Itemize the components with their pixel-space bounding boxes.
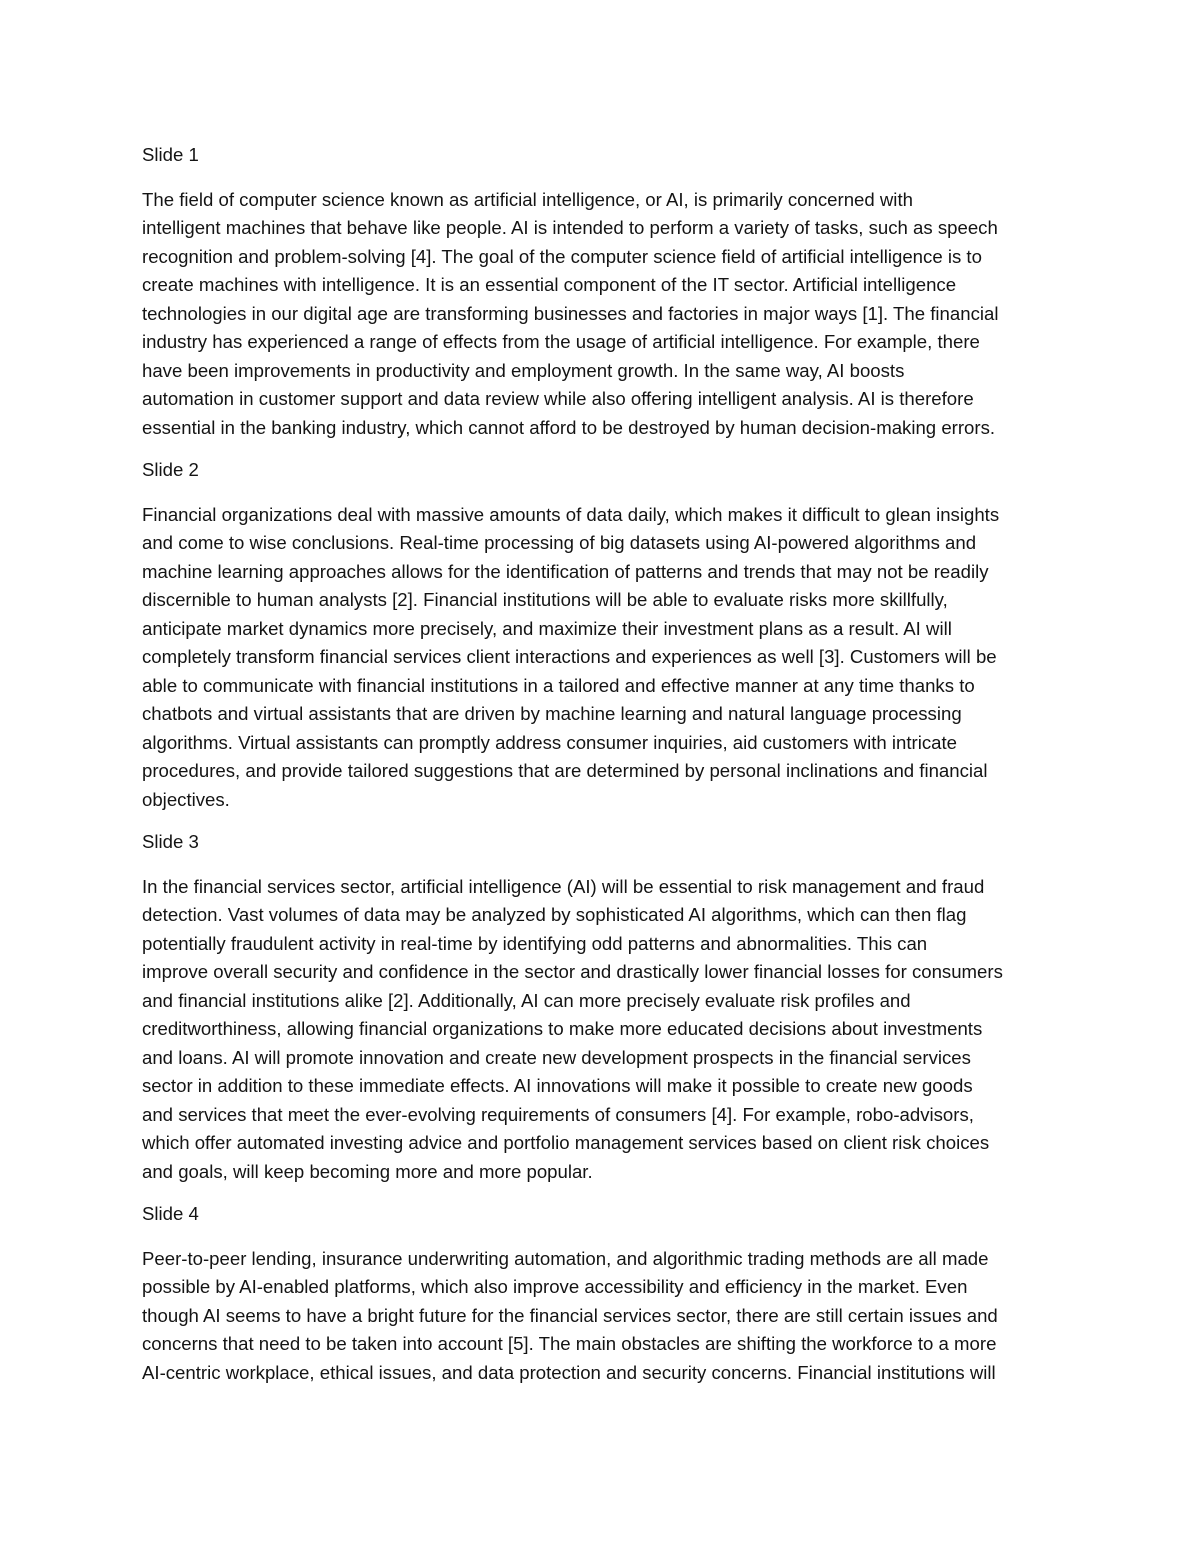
text-line: and come to wise conclusions. Real-time processing of big datasets using AI-powered algorithms and bbox=[142, 532, 977, 553]
text-line: sector in addition to these immediate effects. AI innovations will make it possible to create new goods bbox=[142, 1075, 973, 1096]
text-line: anticipate market dynamics more precisely, and maximize their investment plans as a result. AI will bbox=[142, 617, 952, 639]
text-line: AI-centric workplace, ethical issues, and data protection and security concerns. Financial institutions will bbox=[142, 1361, 996, 1383]
slide-2-section bbox=[142, 456, 1060, 814]
text-line: create machines with intelligence. It is an essential component of the IT sector. Artificial intelligence bbox=[142, 274, 957, 295]
text-line: machine learning approaches allows for the identification of patterns and trends that may not be readily bbox=[142, 560, 989, 582]
text-line: In the financial services sector, artificial intelligence (AI) will be essential to risk management and fraud bbox=[142, 875, 985, 897]
text-line: automation in customer support and data review while also offering intelligent analysis. AI is therefore bbox=[142, 388, 974, 409]
text-line: which offer automated investing advice and portfolio management services based on client risk choices bbox=[142, 1132, 990, 1153]
text-line: detection. Vast volumes of data may be analyzed by sophisticated AI algorithms, which can then flag bbox=[142, 904, 967, 925]
slide-2-paragraph bbox=[142, 501, 1060, 815]
slide-1-paragraph bbox=[142, 186, 1060, 443]
text-line: improve overall security and confidence in the sector and drastically lower financial losses for consumers bbox=[142, 961, 1003, 982]
text-line: recognition and problem-solving [4]. The goal of the computer science field of artificial intelligence is to bbox=[142, 245, 982, 267]
slide-3-heading: Slide 3 bbox=[142, 831, 199, 852]
text-line: procedures, and provide tailored suggestions that are determined by personal inclinations and financial bbox=[142, 760, 988, 781]
slide-4-section bbox=[142, 1200, 1060, 1387]
text-line: completely transform financial services client interactions and experiences as well [3]. Customers will be bbox=[142, 646, 997, 667]
text-line: and loans. AI will promote innovation and create new development prospects in the financial services bbox=[142, 1046, 971, 1068]
text-line: Peer-to-peer lending, insurance underwriting automation, and algorithmic trading methods are all made bbox=[142, 1247, 989, 1269]
text-line: and goals, will keep becoming more and more popular. bbox=[142, 1160, 593, 1182]
text-line: industry has experienced a range of effects from the usage of artificial intelligence. For example, there bbox=[142, 331, 980, 352]
text-line: and financial institutions alike [2]. Additionally, AI can more precisely evaluate risk profiles and bbox=[142, 989, 911, 1011]
text-line: creditworthiness, allowing financial organizations to make more educated decisions about investments bbox=[142, 1018, 983, 1039]
text-line: potentially fraudulent activity in real-time by identifying odd patterns and abnormalities. This can bbox=[142, 932, 928, 954]
text-line: essential in the banking industry, which cannot afford to be destroyed by human decision-making errors. bbox=[142, 416, 996, 438]
text-line: The field of computer science known as artificial intelligence, or AI, is primarily concerned with bbox=[142, 188, 913, 210]
slide-4-heading: Slide 4 bbox=[142, 1203, 199, 1224]
text-line: concerns that need to be taken into account [5]. The main obstacles are shifting the workforce to a more bbox=[142, 1333, 997, 1354]
slide-4-paragraph bbox=[142, 1245, 1060, 1388]
text-line: though AI seems to have a bright future for the financial services sector, there are still certain issues and bbox=[142, 1304, 998, 1326]
text-line: able to communicate with financial institutions in a tailored and effective manner at any time thanks to bbox=[142, 674, 975, 696]
slide-3-paragraph bbox=[142, 873, 1060, 1187]
text-line: and services that meet the ever-evolving requirements of consumers [4]. For example, robo-advisors, bbox=[142, 1103, 974, 1125]
slide-1-heading: Slide 1 bbox=[142, 144, 199, 165]
slide-2-heading: Slide 2 bbox=[142, 459, 199, 480]
text-line: objectives. bbox=[142, 788, 230, 810]
text-line: intelligent machines that behave like people. AI is intended to perform a variety of tasks, such as speech bbox=[142, 217, 998, 238]
text-line: discernible to human analysts [2]. Financial institutions will be able to evaluate risks more skillfully, bbox=[142, 589, 948, 610]
document-body bbox=[142, 141, 1060, 1401]
slide-3-section bbox=[142, 828, 1060, 1186]
text-line: Financial organizations deal with massive amounts of data daily, which makes it difficult to glean insights bbox=[142, 503, 1000, 525]
slide-1-section bbox=[142, 141, 1060, 442]
text-line: technologies in our digital age are transforming businesses and factories in major ways [1]. The financial bbox=[142, 302, 999, 324]
text-line: algorithms. Virtual assistants can promptly address consumer inquiries, aid customers with intricate bbox=[142, 731, 958, 753]
text-line: have been improvements in productivity and employment growth. In the same way, AI boosts bbox=[142, 359, 905, 381]
text-line: possible by AI-enabled platforms, which also improve accessibility and efficiency in the market. Even bbox=[142, 1276, 968, 1297]
text-line: chatbots and virtual assistants that are driven by machine learning and natural language processing bbox=[142, 703, 962, 724]
